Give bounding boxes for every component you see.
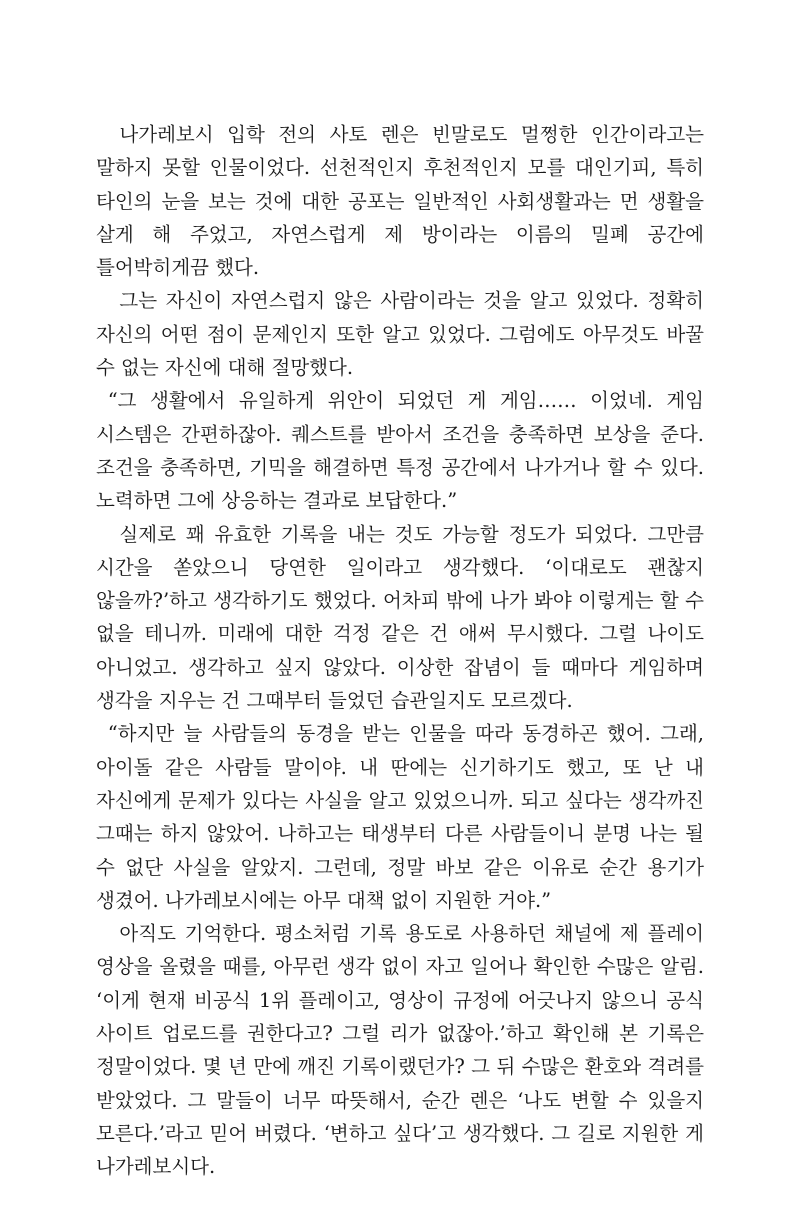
paragraph-5: “하지만 늘 사람들의 동경을 받는 인물을 따라 동경하곤 했어. 그래, 아이돌 같은 사람들 말이야. 내 딴에는 신기하기도 했고, 또 난 내 자신에게 문제가 있다는 사실을 알고 있었으니까. 되고 싶다는 생각까진 그때는 하지 않았어. 나하고는 태생부터 다른 사람들이니 분명 나는 될 수 없단 사실을 알았지. 그런데, 정말 바보 같은 이유로 순간 용기가 생겼어. 나가레보시에는 아무 대책 없이 지원한 거야.” — [96, 722, 704, 912]
paragraph-4: 실제로 꽤 유효한 기록을 내는 것도 가능할 정도가 되었다. 그만큼 시간을 쏟았으니 당연한 일이라고 생각했다. ‘이대로도 괜찮지 않을까?’하고 생각하기도 했었다. 어차피 밖에 나가 봐야 이렇게는 할 수 없을 테니까. 미래에 대한 걱정 같은 건 애써 무시했다. 그럴 나이도 아니었고. 생각하고 싶지 않았다. 이상한 잡념이 들 때마다 게임하며 생각을 지우는 건 그때부터 들었던 습관일지도 모르겠다. — [96, 522, 704, 713]
paragraph-6: 아직도 기억한다. 평소처럼 기록 용도로 사용하던 채널에 제 플레이 영상을 올렸을 때를, 아무런 생각 없이 자고 일어나 확인한 수많은 알림. ‘이게 현재 비공식 1위 플레이고, 영상이 규정에 어긋나지 않으니 공식 사이트 업로드를 권한다고? 그럴 리가 없잖아.’하고 확인해 본 기록은 정말이었다. 몇 년 만에 깨진 기록이랬던가? 그 뒤 수많은 환호와 격려를 받았었다. 그 말들이 너무 따뜻해서, 순간 렌은 ‘나도 변할 수 있을지 모른다.’라고 믿어 버렸다. ‘변하고 싶다’고 생각했다. 그 길로 지원한 게 나가레보시다. — [96, 922, 704, 1179]
paragraph-2: 그는 자신이 자연스럽지 않은 사람이라는 것을 알고 있었다. 정확히 자신의 어떤 점이 문제인지 또한 알고 있었다. 그럼에도 아무것도 바꿀 수 없는 자신에 대해 절망했다. — [96, 289, 704, 380]
paragraph-3: “그 생활에서 유일하게 위안이 되었던 게 게임…… 이었네. 게임 시스템은 간편하잖아. 퀘스트를 받아서 조건을 충족하면 보상을 준다. 조건을 충족하면, 기믹을 해결하면 특정 공간에서 나가거나 할 수 있다. 노력하면 그에 상응하는 결과로 보답한다.” — [96, 389, 704, 513]
paragraph-1: 나가레보시 입학 전의 사토 렌은 빈말로도 멀쩡한 인간이라고는 말하지 못할 인물이었다. 선천적인지 후천적인지 모를 대인기피, 특히 타인의 눈을 보는 것에 대한 공포는 일반적인 사회생활과는 먼 생활을 살게 해 주었고, 자연스럽게 제 방이라는 이름의 밀폐 공간에 틀어박히게끔 했다. — [96, 123, 704, 280]
document-body — [96, 118, 704, 1184]
